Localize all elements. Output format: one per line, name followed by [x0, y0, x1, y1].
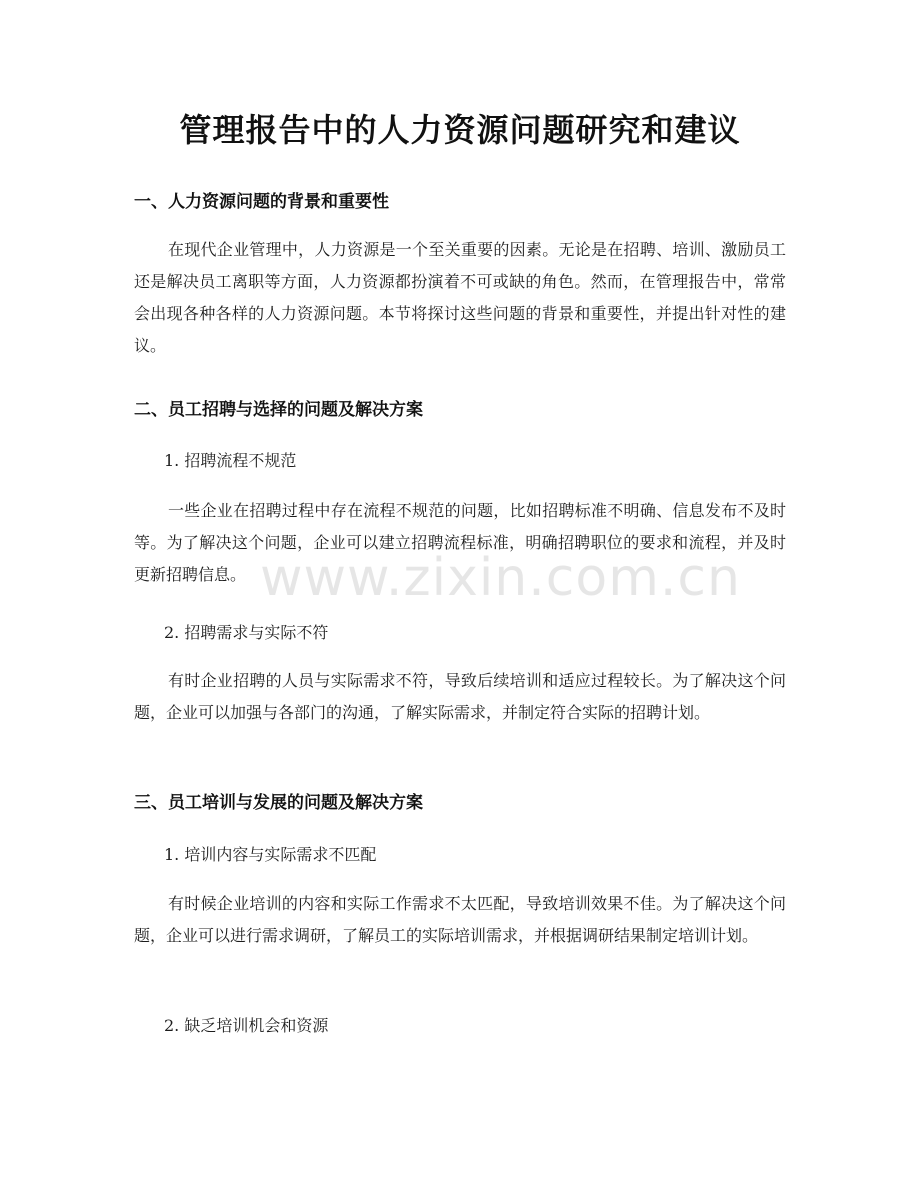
paragraph-recruitment-demand: 有时企业招聘的人员与实际需求不符，导致后续培训和适应过程较长。为了解决这个问题，企业可以加强与各部门的沟通，了解实际需求，并制定符合实际的招聘计划。	[134, 671, 786, 722]
section-paragraph-background: 在现代企业管理中，人力资源是一个至关重要的因素。无论是在招聘、培训、激励员工还是解决员工离职等方面，人力资源都扮演着不可或缺的角色。然而，在管理报告中，常常会出现各种各样的人力资源问题。本节将探讨这些问题的背景和重要性，并提出针对性的建议。	[134, 240, 786, 355]
watermark: www.zixin.com.cn	[260, 548, 741, 608]
subheading-recruitment-process: 1. 招聘流程不规范	[164, 451, 297, 470]
section-heading-background: 一、人力资源问题的背景和重要性	[134, 192, 389, 212]
section-heading-training: 三、员工培训与发展的问题及解决方案	[134, 793, 423, 813]
section-heading-recruitment: 二、员工招聘与选择的问题及解决方案	[134, 400, 423, 420]
paragraph-recruitment-process: 一些企业在招聘过程中存在流程不规范的问题，比如招聘标准不明确、信息发布不及时等。为了解决这个问题，企业可以建立招聘流程标准，明确招聘职位的要求和流程，并及时更新招聘信息。	[134, 501, 786, 584]
subheading-recruitment-demand: 2. 招聘需求与实际不符	[164, 623, 329, 642]
document-title: 管理报告中的人力资源问题研究和建议	[179, 111, 741, 149]
paragraph-training-content: 有时候企业培训的内容和实际工作需求不太匹配，导致培训效果不佳。为了解决这个问题，企业可以进行需求调研，了解员工的实际培训需求，并根据调研结果制定培训计划。	[134, 894, 786, 945]
subheading-training-resources: 2. 缺乏培训机会和资源	[164, 1016, 329, 1035]
subheading-training-content: 1. 培训内容与实际需求不匹配	[164, 845, 377, 864]
